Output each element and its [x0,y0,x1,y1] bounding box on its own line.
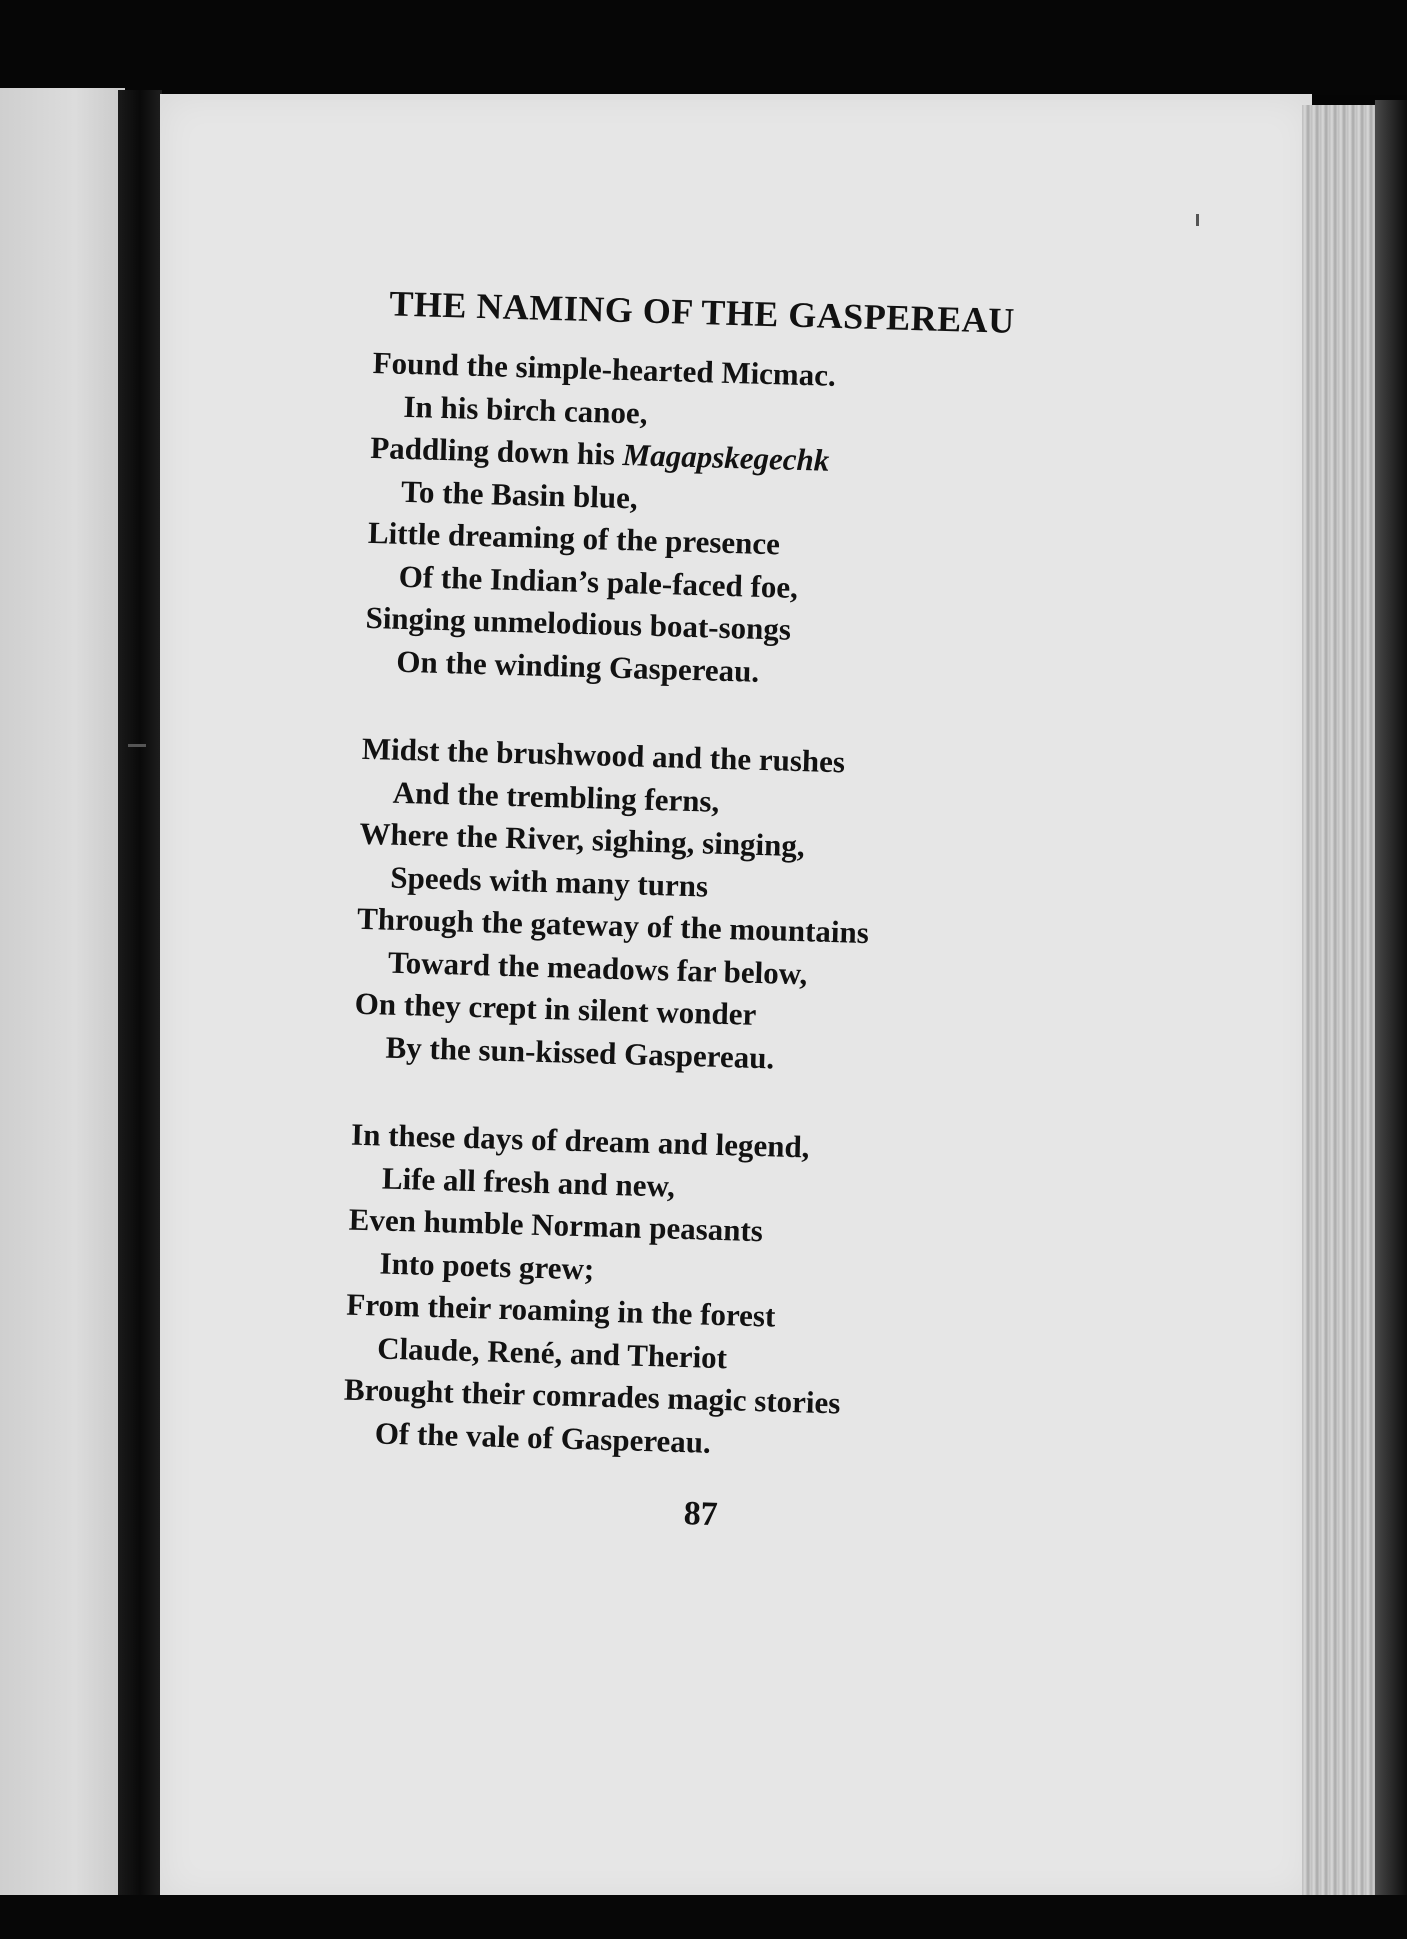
poem-line: Midst the brushwood and the rushes [361,730,846,780]
poem-line: Where the River, sighing, singing, [359,815,806,864]
poem-line: Found the simple-hearted Micmac. [372,344,837,393]
poem-line: To the Basin blue, [400,473,639,515]
poem-line: In these days of dream and legend, [350,1116,810,1165]
facing-page-edge [0,88,125,1903]
poem-text [340,282,1054,1543]
stanza-1 [364,342,1053,701]
poem-line: Little dreaming of the presence [367,514,781,562]
poem-line: Claude, René, and Theriot [376,1329,728,1375]
poem-line: By the sun-kissed Gaspereau. [385,1029,775,1075]
river-name-italic: Magapskegechk [622,436,830,478]
poem-line: From their roaming in the forest [345,1286,776,1334]
poem-line: And the trembling ferns, [392,774,720,819]
scan-bottom-border [0,1895,1407,1939]
poem-line-text: Paddling down his [369,429,624,472]
poem-line: Brought their comrades magic stories [343,1371,841,1421]
page-edge-shadow [1375,100,1407,1910]
poem-line: Life all fresh and new, [381,1160,676,1204]
poem-line: On the winding Gaspereau. [395,643,760,689]
poem-title: THE NAMING OF THE GASPEREAU [388,283,1016,341]
poem-line: Of the Indian’s pale-faced foe, [398,558,799,605]
poem-line: Even humble Norman peasants [348,1201,764,1249]
poem-line: Speeds with many turns [389,859,709,904]
poem-line: Of the vale of Gaspereau. [374,1414,712,1460]
poem-line: Toward the meadows far below, [387,944,808,991]
book-gutter [118,90,162,1908]
poem-line: Singing unmelodious boat-songs [365,599,792,647]
page-number: 87 [683,1495,719,1534]
poem-line: On they crept in silent wonder [354,985,757,1032]
scan-speck [128,744,146,747]
scan-speck [1196,214,1199,226]
scan-top-border [0,0,1407,95]
poem-line: In his birch canoe, [403,388,648,431]
page-stack-edge [1302,105,1378,1905]
stanza-2 [353,728,1042,1087]
poem-line: Into poets grew; [379,1245,595,1286]
poem-line: Through the gateway of the mountains [356,900,870,951]
stanza-3 [342,1114,1031,1473]
